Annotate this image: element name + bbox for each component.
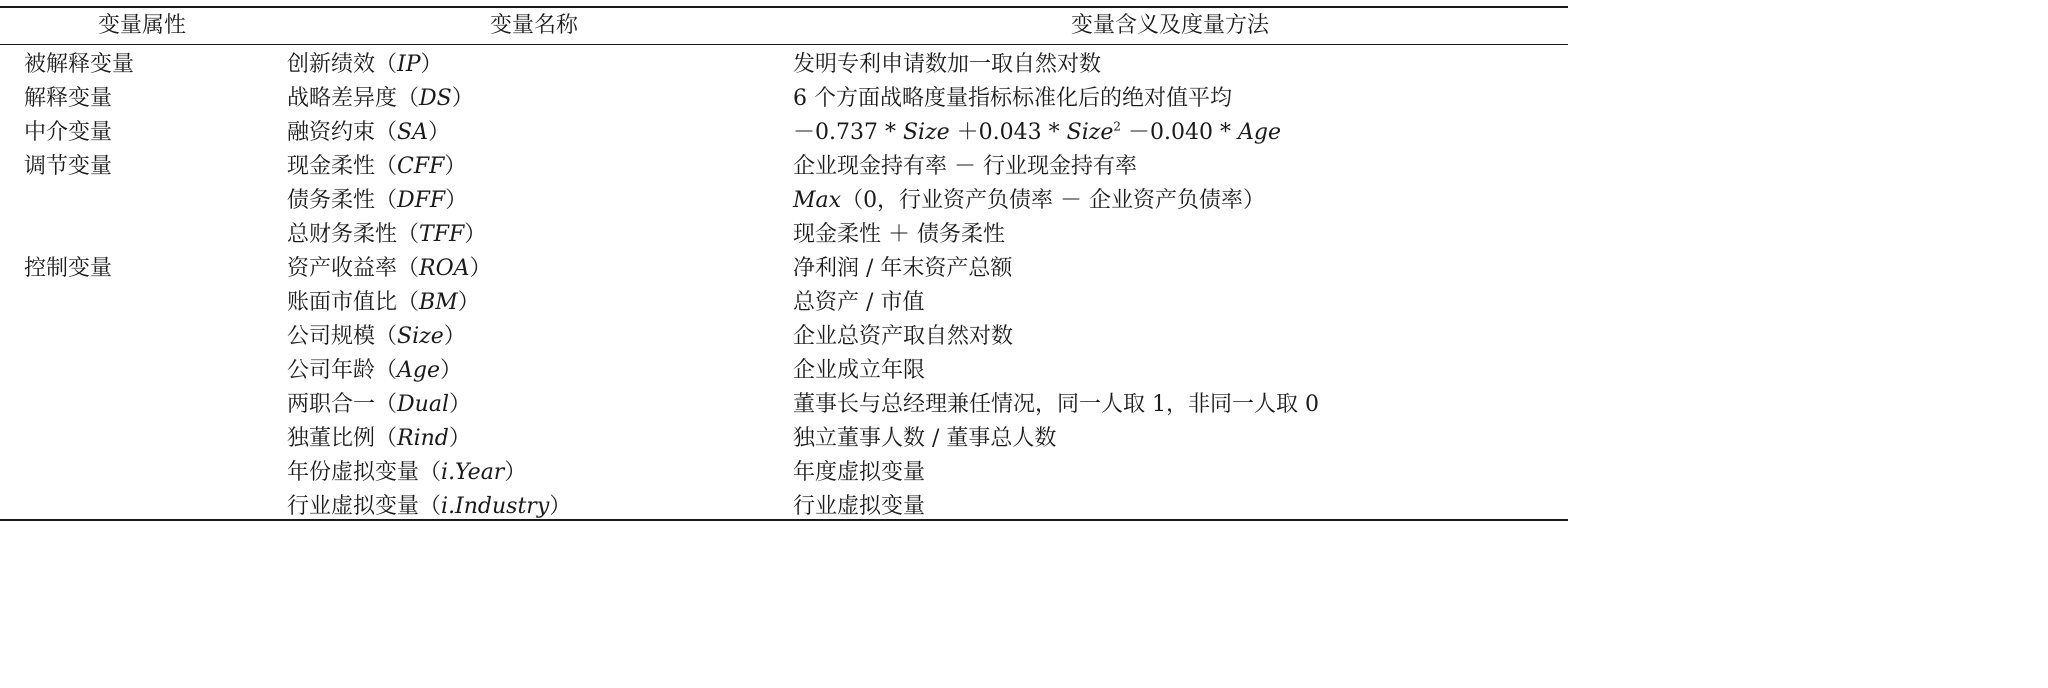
paren-close: ）: [440, 358, 463, 383]
name-cn: 总财务柔性: [287, 222, 398, 247]
table-row: [0, 320, 1568, 354]
method-part: 2: [1113, 119, 1122, 134]
cell-name: [287, 252, 492, 286]
name-abbr: CFF: [397, 154, 445, 179]
name-abbr: Rind: [397, 426, 449, 451]
name-abbr: i.Year: [441, 460, 505, 485]
name-cn: 独董比例: [287, 426, 376, 451]
name-cn: 公司年龄: [287, 358, 376, 383]
name-abbr: i.Industry: [441, 494, 550, 519]
cell-method: 年度虚拟变量: [793, 460, 926, 485]
paren-open: （: [397, 222, 420, 247]
cell-name: [287, 490, 571, 524]
cell-name: [287, 116, 450, 150]
paren-close: ）: [469, 256, 492, 281]
name-cn: 现金柔性: [287, 154, 376, 179]
paren-close: ）: [443, 324, 466, 349]
variable-definition-table: [0, 6, 1568, 521]
method-part: Size: [902, 120, 950, 145]
header-method: 变量含义及度量方法: [1070, 13, 1269, 38]
cell-name: [287, 320, 466, 354]
table-row: [0, 354, 1568, 388]
name-cn: 公司规模: [287, 324, 376, 349]
name-abbr: BM: [419, 290, 458, 315]
cell-method: 发明专利申请数加一取自然对数: [793, 52, 1102, 77]
cell-attr: 调节变量: [24, 154, 113, 179]
cell-method: 6 个方面战略度量指标标准化后的绝对值平均: [793, 86, 1232, 111]
paren-open: （: [419, 460, 442, 485]
cell-name: [287, 388, 471, 422]
name-abbr: TFF: [419, 222, 465, 247]
paren-open: （: [375, 188, 398, 213]
method-part: Max: [793, 188, 842, 213]
cell-method: 企业现金持有率 － 行业现金持有率: [793, 154, 1137, 179]
paren-close: ）: [420, 52, 443, 77]
table-row: [0, 82, 1568, 116]
cell-method: 总资产 / 市值: [793, 290, 925, 315]
method-part: ＋0.043 *: [949, 120, 1067, 145]
cell-attr: 控制变量: [24, 256, 113, 281]
name-cn: 两职合一: [287, 392, 376, 417]
paren-open: （: [375, 392, 398, 417]
paren-open: （: [375, 154, 398, 179]
cell-name: [287, 354, 462, 388]
name-abbr: IP: [397, 52, 421, 77]
cell-attr: 解释变量: [24, 86, 113, 111]
header-attr: 变量属性: [97, 13, 186, 38]
name-cn: 债务柔性: [287, 188, 376, 213]
table-row: [0, 48, 1568, 82]
paren-close: ）: [444, 154, 467, 179]
name-abbr: ROA: [419, 256, 470, 281]
cell-method: 董事长与总经理兼任情况，同一人取 1，非同一人取 0: [793, 392, 1319, 417]
table-body: [0, 45, 1568, 519]
method-part: （0，行业资产负债率 － 企业资产负债率）: [841, 188, 1266, 213]
paren-open: （: [419, 494, 442, 519]
paren-close: ）: [457, 290, 480, 315]
paren-close: ）: [449, 392, 472, 417]
cell-method: [793, 184, 1265, 218]
cell-name: [287, 286, 480, 320]
cell-method: [793, 116, 1281, 150]
table-row: [0, 456, 1568, 490]
paren-close: ）: [448, 426, 471, 451]
name-cn: 战略差异度: [287, 86, 398, 111]
cell-method: 现金柔性 ＋ 债务柔性: [793, 222, 1005, 247]
method-part: Age: [1237, 120, 1281, 145]
paren-close: ）: [428, 120, 451, 145]
method-part: －0.040 *: [1121, 120, 1238, 145]
name-abbr: Dual: [397, 392, 449, 417]
paren-close: ）: [451, 86, 474, 111]
name-cn: 融资约束: [287, 120, 376, 145]
paren-open: （: [375, 358, 398, 383]
paren-close: ）: [464, 222, 487, 247]
paren-open: （: [375, 52, 398, 77]
name-abbr: SA: [397, 120, 428, 145]
name-cn: 行业虚拟变量: [287, 494, 420, 519]
table-row: [0, 218, 1568, 252]
method-part: －0.737 *: [793, 120, 903, 145]
name-cn: 账面市值比: [287, 290, 398, 315]
method-part: Size: [1066, 120, 1114, 145]
table-header: [0, 8, 1568, 44]
header-name: 变量名称: [489, 13, 578, 38]
paren-close: ）: [504, 460, 527, 485]
cell-name: [287, 82, 474, 116]
name-abbr: DFF: [397, 188, 446, 213]
paren-close: ）: [549, 494, 572, 519]
cell-method: 独立董事人数 / 董事总人数: [793, 426, 1057, 451]
cell-attr: 被解释变量: [24, 52, 135, 77]
paren-open: （: [397, 256, 420, 281]
table-row: [0, 422, 1568, 456]
paren-open: （: [375, 120, 398, 145]
cell-method: 净利润 / 年末资产总额: [793, 256, 1013, 281]
cell-name: [287, 456, 526, 490]
name-abbr: Age: [397, 358, 441, 383]
name-cn: 创新绩效: [287, 52, 376, 77]
table-row: [0, 490, 1568, 524]
name-cn: 年份虚拟变量: [287, 460, 420, 485]
cell-method: 企业总资产取自然对数: [793, 324, 1014, 349]
table-row: [0, 388, 1568, 422]
name-cn: 资产收益率: [287, 256, 398, 281]
cell-name: [287, 184, 467, 218]
cell-name: [287, 48, 443, 82]
paren-open: （: [375, 324, 398, 349]
table-row: [0, 184, 1568, 218]
paren-close: ）: [445, 188, 468, 213]
cell-method: 行业虚拟变量: [793, 494, 926, 519]
cell-attr: 中介变量: [24, 120, 113, 145]
paren-open: （: [397, 290, 420, 315]
name-abbr: Size: [397, 324, 444, 349]
paren-open: （: [397, 86, 420, 111]
cell-name: [287, 422, 471, 456]
table-row: [0, 116, 1568, 150]
table-row: [0, 150, 1568, 184]
table-row: [0, 286, 1568, 320]
name-abbr: DS: [419, 86, 452, 111]
cell-name: [287, 150, 466, 184]
table-row: [0, 252, 1568, 286]
paren-open: （: [375, 426, 398, 451]
cell-name: [287, 218, 486, 252]
cell-method: 企业成立年限: [793, 358, 926, 383]
